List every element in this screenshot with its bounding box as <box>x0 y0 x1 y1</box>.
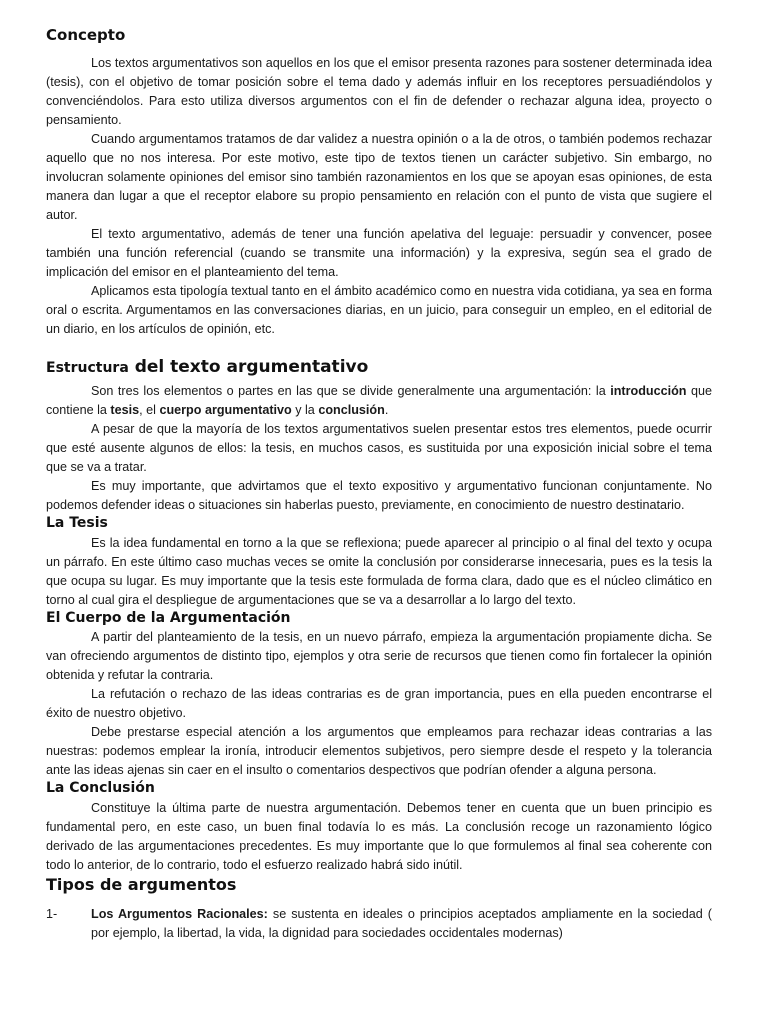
paragraph: Es la idea fundamental en torno a la que se reflexiona; puede aparecer al principio o al final del texto y ocupa un párrafo. En este último caso muchas veces se omite la conclusión por considerarse innecesaria, pues es la tesis la que ocupa su lugar. Es muy importante que la tesis este formulada de forma clara, dado que es el núcleo climático en torno al cual gira el despliegue de argumentaciones que se va a desarrollar a lo largo del texto. <box>46 535 712 607</box>
section-concepto <box>46 26 712 339</box>
list-item-body <box>91 905 712 943</box>
paragraph: A pesar de que la mayoría de los textos argumentativos suelen presentar estos tres elementos, puede ocurrir que esté ausente algunos de ellos: la tesis, en muchos casos, es sustituida por una exposición inicial sobre el tema que se va a tratar. <box>46 422 712 474</box>
paragraph: La refutación o rechazo de las ideas contrarias es de gran importancia, pues en ella pueden encontrarse el éxito de nuestro objetivo. <box>46 687 712 720</box>
bold-term: cuerpo argumentativo <box>159 403 292 417</box>
bold-term: introducción <box>610 384 687 398</box>
text-run: , el <box>139 403 160 417</box>
heading-part: Estructura <box>46 359 129 376</box>
paragraph: Los textos argumentativos son aquellos en los que el emisor presenta razones para sostener determinada idea (tesis), con el objetivo de tomar posición sobre el tema dado y además influir en los receptores persuadiéndolos y convenciéndolos. Para esto utiliza diversos argumentos con el fin de defender o rechazar alguna idea, proyecto o pensamiento. <box>46 55 712 127</box>
list-item-title: Los Argumentos Racionales: <box>91 906 268 921</box>
bold-term: conclusión <box>318 403 385 417</box>
paragraph: Cuando argumentamos tratamos de dar validez a nuestra opinión o a la de otros, o también podemos rechazar aquello que no nos interesa. Por este motivo, este tipo de textos tienen un carácter subjetivo. Sin embargo, no involucran solamente opiniones del emisor sino también razonamientos en los que se apoyan esas opiniones, de esta manera dan lugar a que el receptor elabore su propio pensamiento en relación con el punto de vista que sugiere el autor. <box>46 131 712 222</box>
list-number: 1- <box>46 906 58 921</box>
paragraph: Es muy importante, que advirtamos que el texto expositivo y argumentativo funcionan conjuntamente. No podemos defender ideas o situaciones sin haberlas puesto, previamente, en conocimiento de nuestro destinatario. <box>46 479 712 512</box>
section-conclusion <box>46 780 712 875</box>
heading-tipos: Tipos de argumentos <box>46 874 237 894</box>
list-item <box>46 905 712 943</box>
text-run: Son tres los elementos o partes en las que se divide generalmente una argumentación: la <box>91 384 611 398</box>
heading-cuerpo: El Cuerpo de la Argumentación <box>46 609 291 626</box>
heading-tesis: La Tesis <box>46 515 108 531</box>
paragraph: A partir del planteamiento de la tesis, en un nuevo párrafo, empieza la argumentación propiamente dicha. Se van ofreciendo argumentos de distinto tipo, ejemplos y otra serie de recursos que tienen como fin fortalecer la opinión obtenida y refutar la contraria. <box>46 630 712 682</box>
section-tesis <box>46 515 712 610</box>
text-run: que contiene la <box>46 384 713 417</box>
paragraph <box>46 382 712 420</box>
heading-estructura <box>46 357 712 378</box>
heading-conclusion: La Conclusión <box>46 780 155 796</box>
heading-part: del texto argumentativo <box>128 356 369 377</box>
text-run: y la <box>291 403 319 417</box>
paragraph: El texto argumentativo, además de tener una función apelativa del leguaje: persuadir y convencer, posee también una función referencial (cuando se transmite una información) y la expresiva, según sea el grado de implicación del emisor en el planteamiento del tema. <box>46 226 712 279</box>
list-item-text: se sustenta en ideales o principios aceptados ampliamente en la sociedad ( por ejemplo, la libertad, la vida, la dignidad para sociedades occidentales modernas) <box>91 906 712 940</box>
heading-concepto: Concepto <box>46 26 126 44</box>
section-cuerpo <box>46 610 712 781</box>
argument-list <box>46 905 712 943</box>
paragraph: Aplicamos esta tipología textual tanto en el ámbito académico como en nuestra vida cotidiana, ya sea en forma oral o escrita. Argumentamos en las conversaciones diarias, en un juicio, para conseguir un empleo, en el editorial de un diario, en los artículos de opinión, etc. <box>46 283 712 336</box>
paragraph: Debe prestarse especial atención a los argumentos que empleamos para rechazar ideas contrarias a las nuestras: podemos emplear la ironía, introducir elementos subjetivos, pero siempre desde el respeto y la tolerancia ante las ideas ajenas sin caer en el insulto o comentarios despectivos que podrían ofender a alguna persona. <box>46 725 712 777</box>
text-run: . <box>384 403 389 417</box>
section-estructura <box>46 357 712 515</box>
section-tipos <box>46 875 712 943</box>
paragraph: Constituye la última parte de nuestra argumentación. Debemos tener en cuenta que un buen principio es fundamental pero, en este caso, un buen final todavía lo es más. La conclusión recoge un razonamiento lógico derivado de las argumentaciones precedentes. Es muy importante que lo que formulemos al final sea coherente con todo lo anterior, de lo contrario, todo el esfuerzo realizado habrá sido inútil. <box>46 800 712 872</box>
bold-term: tesis <box>110 403 140 417</box>
